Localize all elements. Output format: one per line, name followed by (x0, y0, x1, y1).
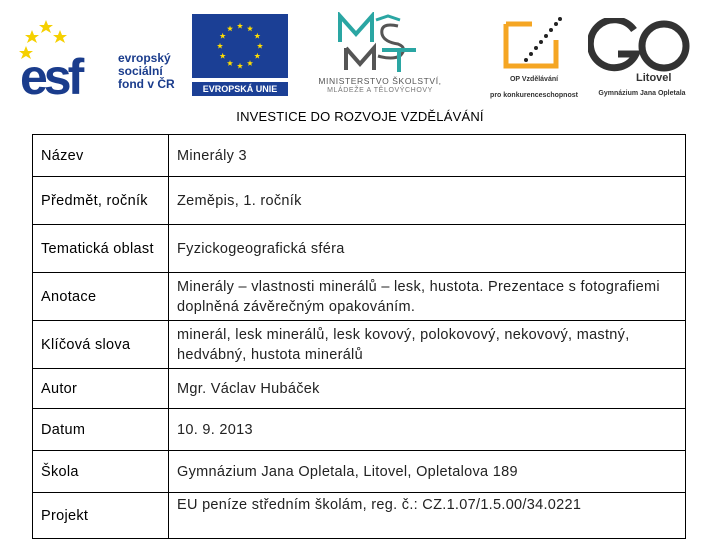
table-row (33, 273, 686, 321)
row-value: Mgr. Václav Hubáček (169, 369, 686, 409)
esf-text-line: fond v ČR (118, 77, 175, 91)
eu-star-icon (257, 43, 263, 49)
row-label: Klíčová slova (33, 321, 169, 369)
row-label: Tematická oblast (33, 225, 169, 273)
eu-star-icon (247, 25, 253, 31)
go-name-line: Gymnázium Jana Opletala (598, 90, 686, 97)
eu-star-icon (247, 60, 253, 66)
row-label: Škola (33, 451, 169, 493)
eu-flag (192, 14, 288, 78)
row-label: Autor (33, 369, 169, 409)
row-label: Datum (33, 409, 169, 451)
go-logo-mark (588, 18, 692, 74)
metadata-table (32, 134, 686, 539)
esf-logo (18, 14, 188, 98)
banner-title: INVESTICE DO ROZVOJE VZDĚLÁVÁNÍ (236, 109, 484, 124)
esf-text-line: sociální (118, 64, 163, 78)
row-value: Zeměpis, 1. ročník (169, 177, 686, 225)
row-value: 10. 9. 2013 (169, 409, 686, 451)
msmt-name-line: MINISTERSTVO ŠKOLSTVÍ, (318, 76, 442, 86)
table-row (33, 225, 686, 273)
msmt-logo (294, 12, 466, 102)
eu-star-icon (237, 23, 243, 29)
logo-bar (0, 0, 720, 132)
opvk-logo-mark (496, 14, 568, 72)
row-value: Gymnázium Jana Opletala, Litovel, Opletalova 189 (169, 451, 686, 493)
opvk-name-line: pro konkurenceschopnost (490, 92, 578, 99)
msmt-logo-mark (336, 12, 420, 74)
table-row (33, 321, 686, 369)
eu-star-icon (254, 53, 260, 59)
table-row (33, 177, 686, 225)
go-litovel-logo (586, 18, 698, 102)
row-value: Fyzickogeografická sféra (169, 225, 686, 273)
esf-logo-text (118, 52, 175, 91)
eu-star-icon (220, 33, 226, 39)
table-row (33, 369, 686, 409)
table-row (33, 135, 686, 177)
eu-star-icon (227, 25, 233, 31)
eu-star-icon (254, 33, 260, 39)
esf-logo-mark (18, 14, 114, 98)
eu-stars-icon (192, 14, 288, 78)
row-value: minerál, lesk minerálů, lesk kovový, polokovový, nekovový, mastný, hedvábný, hustota minerálů (169, 321, 686, 369)
opvk-logo (484, 14, 584, 100)
row-label: Název (33, 135, 169, 177)
msmt-name-line: MLÁDEŽE A TĚLOVÝCHOVY (327, 87, 433, 94)
table-row (33, 493, 686, 539)
row-label: Projekt (33, 493, 169, 539)
row-value: Minerály – vlastnosti minerálů – lesk, hustota. Prezentace s fotografiemi doplněná závěrečným opakováním. (169, 273, 686, 321)
row-label: Předmět, ročník (33, 177, 169, 225)
eu-star-icon (227, 60, 233, 66)
svg-text:esf: esf (20, 49, 81, 98)
go-name-line: Litovel (636, 72, 672, 84)
table-row (33, 451, 686, 493)
eu-caption: EVROPSKÁ UNIE (192, 82, 288, 96)
row-value: Minerály 3 (169, 135, 686, 177)
esf-text-line: evropský (118, 51, 171, 65)
table-row (33, 409, 686, 451)
row-label: Anotace (33, 273, 169, 321)
eu-star-icon (220, 53, 226, 59)
row-value: EU peníze středním školám, reg. č.: CZ.1.07/1.5.00/34.0221 (169, 493, 686, 539)
eu-logo (192, 14, 288, 98)
eu-star-icon (217, 43, 223, 49)
opvk-name-line: OP Vzdělávání (509, 76, 559, 83)
eu-star-icon (237, 63, 243, 69)
